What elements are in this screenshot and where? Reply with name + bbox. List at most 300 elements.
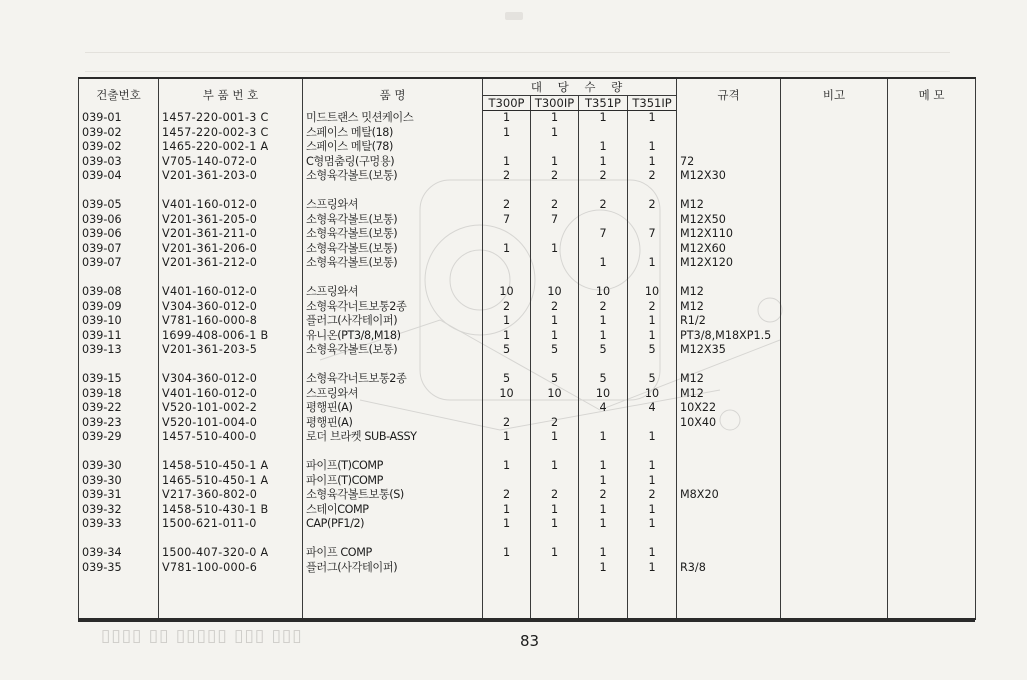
part-no-cell: 1457-510-400-0	[159, 430, 303, 445]
spec-cell: R1/2	[677, 314, 781, 329]
header-memo: 메 모	[888, 78, 976, 111]
empty-cell	[531, 575, 579, 619]
header-model: T300IP	[531, 96, 579, 111]
table-row	[79, 343, 976, 358]
empty-cell	[628, 575, 677, 619]
remark-cell	[781, 416, 888, 431]
page-number: 83	[520, 632, 540, 650]
qty-cell: 1	[483, 242, 531, 257]
spec-cell: 10X40	[677, 416, 781, 431]
qty-cell: 4	[579, 401, 628, 416]
part-no-cell: V401-160-012-0	[159, 387, 303, 402]
qty-cell: 5	[579, 343, 628, 358]
empty-cell	[531, 445, 579, 460]
qty-cell	[628, 416, 677, 431]
remark-cell	[781, 343, 888, 358]
part-name-cell: 소형육각너트보통2종	[303, 372, 483, 387]
table-row	[79, 140, 976, 155]
part-name-cell: 스페이스 메탈(78)	[303, 140, 483, 155]
qty-cell: 1	[531, 430, 579, 445]
qty-cell: 7	[483, 213, 531, 228]
qty-cell: 10	[483, 285, 531, 300]
remark-cell	[781, 329, 888, 344]
qty-cell: 1	[531, 242, 579, 257]
qty-cell: 1	[531, 111, 579, 126]
remark-cell	[781, 256, 888, 271]
qty-cell	[628, 242, 677, 257]
remark-cell	[781, 169, 888, 184]
qty-cell: 7	[628, 227, 677, 242]
memo-cell	[888, 140, 976, 155]
spacer-row	[79, 532, 976, 547]
memo-cell	[888, 387, 976, 402]
item-no-cell: 039-04	[79, 169, 159, 184]
qty-cell: 1	[628, 256, 677, 271]
qty-cell: 2	[579, 488, 628, 503]
empty-cell	[579, 271, 628, 286]
table-row	[79, 169, 976, 184]
spec-cell	[677, 474, 781, 489]
empty-cell	[888, 532, 976, 547]
qty-cell: 2	[628, 198, 677, 213]
part-no-cell: 1500-621-011-0	[159, 517, 303, 532]
empty-cell	[483, 184, 531, 199]
part-name-cell: 소형육각볼트(보통)	[303, 169, 483, 184]
memo-cell	[888, 517, 976, 532]
table-row	[79, 256, 976, 271]
qty-cell: 2	[628, 300, 677, 315]
table-row	[79, 430, 976, 445]
qty-cell: 1	[531, 126, 579, 141]
qty-cell: 2	[531, 198, 579, 213]
empty-cell	[483, 358, 531, 373]
item-no-cell: 039-06	[79, 227, 159, 242]
empty-cell	[677, 184, 781, 199]
empty-cell	[677, 445, 781, 460]
remark-cell	[781, 227, 888, 242]
qty-cell: 1	[628, 329, 677, 344]
spec-cell: M12X30	[677, 169, 781, 184]
qty-cell: 1	[483, 517, 531, 532]
table-row	[79, 546, 976, 561]
item-no-cell: 039-06	[79, 213, 159, 228]
qty-cell: 1	[628, 503, 677, 518]
empty-cell	[303, 271, 483, 286]
empty-cell	[677, 271, 781, 286]
table-row	[79, 198, 976, 213]
table-row	[79, 416, 976, 431]
qty-cell: 2	[531, 488, 579, 503]
spec-cell	[677, 546, 781, 561]
spec-cell: M12	[677, 300, 781, 315]
part-no-cell: V304-360-012-0	[159, 300, 303, 315]
part-no-cell: 1457-220-001-3 C	[159, 111, 303, 126]
part-name-cell: 소형육각볼트보통(S)	[303, 488, 483, 503]
spec-cell: M12	[677, 285, 781, 300]
item-no-cell: 039-02	[79, 126, 159, 141]
memo-cell	[888, 329, 976, 344]
qty-cell: 5	[483, 343, 531, 358]
qty-cell	[531, 256, 579, 271]
qty-cell	[483, 401, 531, 416]
qty-cell: 7	[531, 213, 579, 228]
qty-cell: 1	[579, 474, 628, 489]
remark-cell	[781, 503, 888, 518]
item-no-cell: 039-01	[79, 111, 159, 126]
remark-cell	[781, 401, 888, 416]
part-name-cell: 스프링와셔	[303, 285, 483, 300]
remark-cell	[781, 430, 888, 445]
memo-cell	[888, 503, 976, 518]
remark-cell	[781, 111, 888, 126]
qty-cell: 1	[483, 430, 531, 445]
qty-cell	[483, 256, 531, 271]
qty-cell: 1	[628, 111, 677, 126]
qty-cell: 1	[483, 329, 531, 344]
empty-cell	[79, 271, 159, 286]
remark-cell	[781, 314, 888, 329]
remark-cell	[781, 242, 888, 257]
item-no-cell: 039-30	[79, 459, 159, 474]
qty-cell	[483, 474, 531, 489]
qty-cell: 1	[531, 314, 579, 329]
spec-cell	[677, 517, 781, 532]
qty-cell: 2	[579, 169, 628, 184]
empty-cell	[483, 532, 531, 547]
memo-cell	[888, 488, 976, 503]
qty-cell: 2	[483, 416, 531, 431]
qty-cell: 1	[579, 459, 628, 474]
qty-cell: 1	[531, 503, 579, 518]
qty-cell: 1	[628, 474, 677, 489]
qty-cell	[579, 242, 628, 257]
empty-cell	[888, 184, 976, 199]
table-row	[79, 227, 976, 242]
empty-cell	[628, 532, 677, 547]
spec-cell	[677, 126, 781, 141]
qty-cell: 1	[628, 459, 677, 474]
part-no-cell: V217-360-802-0	[159, 488, 303, 503]
part-no-cell: 1465-220-002-1 A	[159, 140, 303, 155]
qty-cell: 1	[579, 561, 628, 576]
qty-cell	[579, 416, 628, 431]
qty-cell: 1	[628, 561, 677, 576]
qty-cell: 2	[483, 169, 531, 184]
empty-cell	[79, 184, 159, 199]
part-no-cell: V781-100-000-6	[159, 561, 303, 576]
empty-cell	[159, 445, 303, 460]
table-row	[79, 517, 976, 532]
qty-cell: 1	[531, 155, 579, 170]
qty-cell: 1	[628, 140, 677, 155]
part-name-cell: 평행핀(A)	[303, 401, 483, 416]
item-no-cell: 039-13	[79, 343, 159, 358]
part-name-cell: C형멈춤링(구멍용)	[303, 155, 483, 170]
qty-cell: 10	[628, 285, 677, 300]
memo-cell	[888, 459, 976, 474]
part-no-cell: 1500-407-320-0 A	[159, 546, 303, 561]
qty-cell: 4	[628, 401, 677, 416]
empty-cell	[781, 184, 888, 199]
empty-cell	[303, 575, 483, 619]
part-no-cell: 1457-220-002-3 C	[159, 126, 303, 141]
memo-cell	[888, 474, 976, 489]
qty-cell: 1	[483, 314, 531, 329]
table-row	[79, 488, 976, 503]
item-no-cell: 039-33	[79, 517, 159, 532]
item-no-cell: 039-08	[79, 285, 159, 300]
table-row	[79, 503, 976, 518]
spec-cell: M12X50	[677, 213, 781, 228]
remark-cell	[781, 517, 888, 532]
table-header-row	[79, 78, 976, 96]
part-name-cell: 소형육각볼트(보통)	[303, 213, 483, 228]
part-name-cell: 소형육각볼트(보통)	[303, 242, 483, 257]
part-no-cell: V401-160-012-0	[159, 285, 303, 300]
part-name-cell: 소형육각볼트(보통)	[303, 227, 483, 242]
header-model: T300P	[483, 96, 531, 111]
part-name-cell: 미드트랜스 밋션케이스	[303, 111, 483, 126]
empty-cell	[628, 271, 677, 286]
memo-cell	[888, 213, 976, 228]
empty-cell	[159, 184, 303, 199]
item-no-cell: 039-30	[79, 474, 159, 489]
part-name-cell: 소형육각볼트(보통)	[303, 343, 483, 358]
spec-cell	[677, 430, 781, 445]
qty-cell: 1	[531, 459, 579, 474]
spacer-row	[79, 184, 976, 199]
qty-cell: 10	[579, 285, 628, 300]
table-row	[79, 387, 976, 402]
part-no-cell: 1465-510-450-1 A	[159, 474, 303, 489]
part-no-cell: V304-360-012-0	[159, 372, 303, 387]
remark-cell	[781, 546, 888, 561]
memo-cell	[888, 242, 976, 257]
qty-cell	[483, 561, 531, 576]
qty-cell: 2	[483, 488, 531, 503]
bottom-rule	[78, 620, 975, 622]
qty-cell: 1	[483, 111, 531, 126]
part-name-cell: 파이프(T)COMP	[303, 459, 483, 474]
memo-cell	[888, 314, 976, 329]
empty-cell	[531, 184, 579, 199]
spec-cell: 72	[677, 155, 781, 170]
spec-cell	[677, 140, 781, 155]
part-no-cell: V201-361-203-0	[159, 169, 303, 184]
qty-cell: 2	[579, 300, 628, 315]
empty-cell	[628, 184, 677, 199]
item-no-cell: 039-22	[79, 401, 159, 416]
spec-cell: M12	[677, 372, 781, 387]
spec-cell: M8X20	[677, 488, 781, 503]
part-name-cell: 평행핀(A)	[303, 416, 483, 431]
table-row	[79, 213, 976, 228]
qty-cell: 1	[579, 517, 628, 532]
qty-cell: 1	[531, 329, 579, 344]
qty-cell: 2	[531, 300, 579, 315]
memo-cell	[888, 169, 976, 184]
qty-cell	[531, 561, 579, 576]
qty-cell: 5	[628, 372, 677, 387]
part-name-cell: 플러그(사각테이퍼)	[303, 561, 483, 576]
spec-cell: M12	[677, 387, 781, 402]
qty-cell: 2	[628, 488, 677, 503]
qty-cell	[628, 213, 677, 228]
empty-cell	[303, 532, 483, 547]
empty-cell	[677, 575, 781, 619]
empty-cell	[888, 271, 976, 286]
remark-cell	[781, 285, 888, 300]
table-row	[79, 111, 976, 126]
part-name-cell: 소형육각너트보통2종	[303, 300, 483, 315]
table-row	[79, 329, 976, 344]
spec-cell: M12X120	[677, 256, 781, 271]
qty-cell: 1	[531, 546, 579, 561]
item-no-cell: 039-09	[79, 300, 159, 315]
qty-cell: 1	[483, 126, 531, 141]
empty-cell	[483, 445, 531, 460]
empty-cell	[303, 184, 483, 199]
bleed-through-caption: ▯▯▯ ▯▯▯ ▯▯▯▯▯ ▯▯ ▯▯▯▯	[100, 626, 302, 646]
empty-cell	[888, 445, 976, 460]
parts-table-body	[79, 111, 976, 620]
part-name-cell: 파이프(T)COMP	[303, 474, 483, 489]
part-no-cell: V520-101-004-0	[159, 416, 303, 431]
part-name-cell: 플러그(사각테이퍼)	[303, 314, 483, 329]
qty-cell: 10	[628, 387, 677, 402]
qty-cell	[483, 227, 531, 242]
qty-cell: 1	[579, 256, 628, 271]
part-no-cell: V201-361-211-0	[159, 227, 303, 242]
empty-cell	[79, 445, 159, 460]
table-row	[79, 459, 976, 474]
empty-cell	[781, 532, 888, 547]
header-model: T351P	[579, 96, 628, 111]
spec-cell: PT3/8,M18XP1.5	[677, 329, 781, 344]
spec-cell: M12X110	[677, 227, 781, 242]
qty-cell: 1	[483, 503, 531, 518]
bleed-through-mark	[505, 12, 523, 20]
qty-cell	[531, 474, 579, 489]
spacer-row	[79, 445, 976, 460]
qty-cell	[579, 213, 628, 228]
empty-cell	[628, 358, 677, 373]
qty-cell	[531, 227, 579, 242]
item-no-cell: 039-31	[79, 488, 159, 503]
header-part-name: 품 명	[303, 78, 483, 111]
item-no-cell: 039-29	[79, 430, 159, 445]
remark-cell	[781, 459, 888, 474]
part-name-cell: 소형육각볼트(보통)	[303, 256, 483, 271]
empty-cell	[531, 358, 579, 373]
remark-cell	[781, 198, 888, 213]
qty-cell: 1	[579, 140, 628, 155]
part-name-cell: CAP(PF1/2)	[303, 517, 483, 532]
part-no-cell: 1458-510-430-1 B	[159, 503, 303, 518]
item-no-cell: 039-10	[79, 314, 159, 329]
empty-cell	[781, 358, 888, 373]
remark-cell	[781, 300, 888, 315]
remark-cell	[781, 126, 888, 141]
table-row	[79, 300, 976, 315]
qty-cell: 10	[483, 387, 531, 402]
header-model: T351IP	[628, 96, 677, 111]
spec-cell	[677, 111, 781, 126]
table-row	[79, 126, 976, 141]
memo-cell	[888, 343, 976, 358]
item-no-cell: 039-11	[79, 329, 159, 344]
qty-cell: 1	[628, 517, 677, 532]
empty-cell	[781, 445, 888, 460]
table-row	[79, 474, 976, 489]
memo-cell	[888, 126, 976, 141]
table-row	[79, 242, 976, 257]
parts-table	[78, 77, 976, 620]
qty-cell: 10	[531, 387, 579, 402]
empty-cell	[888, 575, 976, 619]
empty-cell	[303, 445, 483, 460]
qty-cell: 5	[483, 372, 531, 387]
qty-cell: 1	[628, 314, 677, 329]
empty-cell	[781, 271, 888, 286]
qty-cell: 1	[531, 517, 579, 532]
table-row	[79, 372, 976, 387]
qty-cell: 5	[579, 372, 628, 387]
qty-cell: 1	[579, 314, 628, 329]
qty-cell: 2	[531, 416, 579, 431]
qty-cell	[628, 126, 677, 141]
empty-cell	[159, 532, 303, 547]
part-name-cell: 스테이COMP	[303, 503, 483, 518]
qty-cell: 2	[579, 198, 628, 213]
memo-cell	[888, 285, 976, 300]
empty-cell	[483, 271, 531, 286]
qty-cell: 1	[579, 546, 628, 561]
table-row	[79, 314, 976, 329]
remark-cell	[781, 561, 888, 576]
item-no-cell: 039-05	[79, 198, 159, 213]
memo-cell	[888, 416, 976, 431]
qty-cell: 1	[579, 111, 628, 126]
qty-cell: 5	[628, 343, 677, 358]
qty-cell	[483, 140, 531, 155]
empty-cell	[677, 532, 781, 547]
qty-cell: 2	[483, 198, 531, 213]
table-row	[79, 285, 976, 300]
memo-cell	[888, 372, 976, 387]
item-no-cell: 039-23	[79, 416, 159, 431]
remark-cell	[781, 488, 888, 503]
remark-cell	[781, 213, 888, 228]
qty-cell: 10	[531, 285, 579, 300]
part-name-cell: 스프링와셔	[303, 198, 483, 213]
memo-cell	[888, 300, 976, 315]
empty-cell	[303, 358, 483, 373]
part-no-cell: V520-101-002-2	[159, 401, 303, 416]
qty-cell	[531, 401, 579, 416]
memo-cell	[888, 561, 976, 576]
memo-cell	[888, 198, 976, 213]
part-name-cell: 스페이스 메탈(18)	[303, 126, 483, 141]
part-no-cell: V781-160-000-8	[159, 314, 303, 329]
qty-cell: 2	[531, 169, 579, 184]
empty-cell	[579, 184, 628, 199]
empty-cell	[628, 445, 677, 460]
item-no-cell: 039-32	[79, 503, 159, 518]
spec-cell: M12X60	[677, 242, 781, 257]
memo-cell	[888, 401, 976, 416]
qty-cell: 1	[628, 430, 677, 445]
